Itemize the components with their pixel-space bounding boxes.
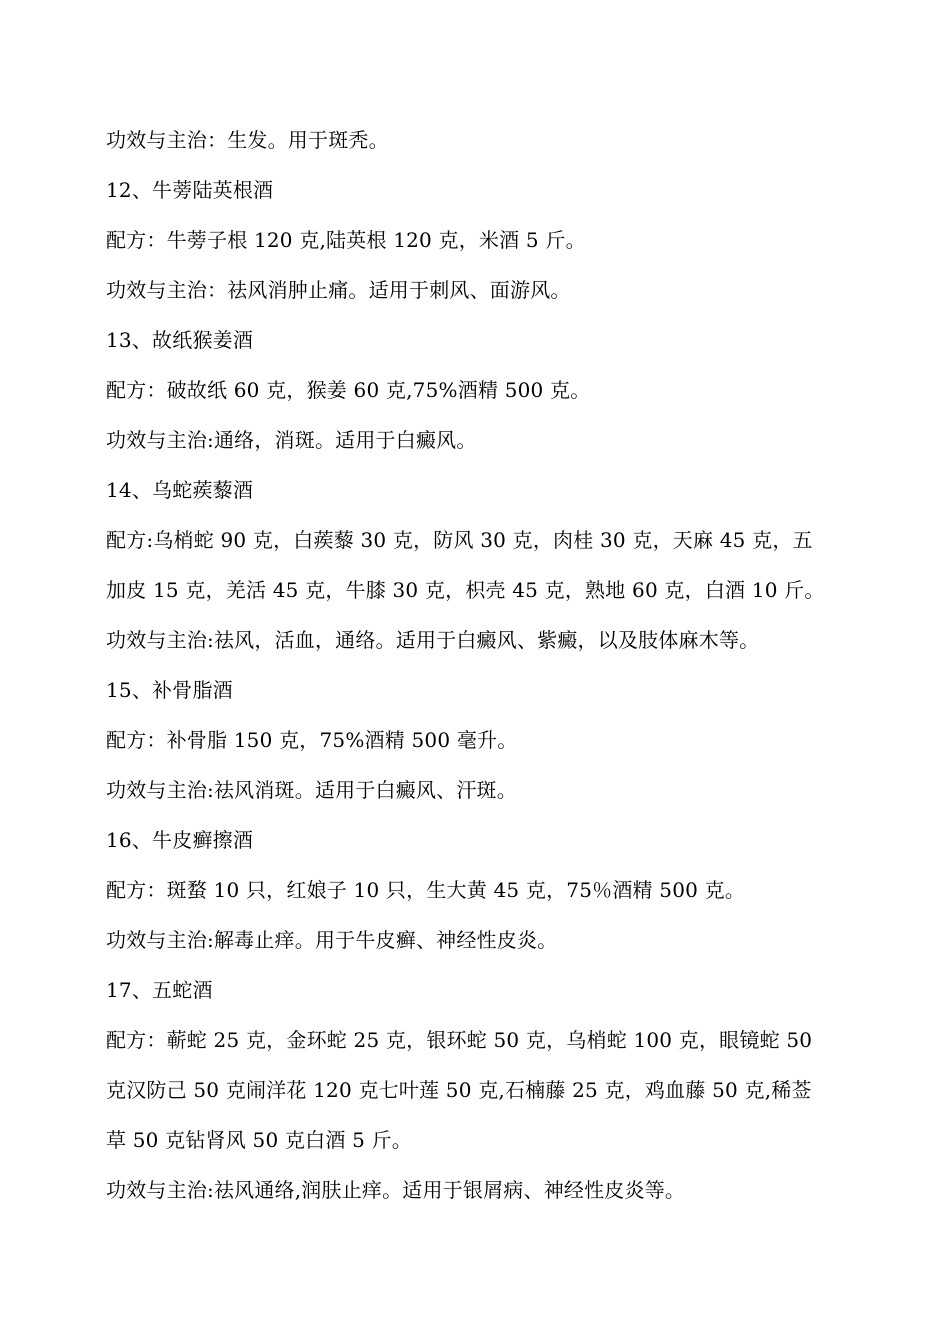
formula-line-14b: 加皮 15 克，羌活 45 克，牛膝 30 克，枳壳 45 克，熟地 60 克，白酒 10 斤。 bbox=[106, 578, 825, 602]
recipe-title-15: 15、补骨脂酒 bbox=[106, 678, 233, 702]
effect-line-12: 功效与主治：祛风消肿止痛。适用于刺风、面游风。 bbox=[106, 278, 571, 302]
formula-line-15: 配方：补骨脂 150 克，75%酒精 500 毫升。 bbox=[106, 728, 518, 752]
formula-line-17b: 克汉防己 50 克闹洋花 120 克七叶莲 50 克,石楠藤 25 克，鸡血藤 50 克,稀莶 bbox=[106, 1078, 812, 1102]
recipe-title-17: 17、五蛇酒 bbox=[106, 978, 213, 1002]
formula-line-14a: 配方:乌梢蛇 90 克，白蒺藜 30 克，防风 30 克，肉桂 30 克，天麻 45 克，五 bbox=[106, 528, 813, 552]
formula-line-17a: 配方：蕲蛇 25 克，金环蛇 25 克，银环蛇 50 克，乌梢蛇 100 克，眼镜蛇 50 bbox=[106, 1028, 813, 1052]
recipe-title-16: 16、牛皮癣擦酒 bbox=[106, 828, 254, 852]
formula-line-16: 配方：斑蝥 10 只，红娘子 10 只，生大黄 45 克，75％酒精 500 克。 bbox=[106, 878, 746, 902]
recipe-title-12: 12、牛蒡陆英根酒 bbox=[106, 178, 274, 202]
effect-line-11: 功效与主治：生发。用于斑秃。 bbox=[106, 128, 389, 152]
effect-line-13: 功效与主治:通络，消斑。适用于白癜风。 bbox=[106, 428, 477, 452]
recipe-title-14: 14、乌蛇蒺藜酒 bbox=[106, 478, 254, 502]
formula-line-17c: 草 50 克钻肾风 50 克白酒 5 斤。 bbox=[106, 1128, 412, 1152]
effect-line-16: 功效与主治:解毒止痒。用于牛皮癣、神经性皮炎。 bbox=[106, 928, 558, 952]
formula-line-13: 配方：破故纸 60 克，猴姜 60 克,75%酒精 500 克。 bbox=[106, 378, 591, 402]
effect-line-15: 功效与主治:祛风消斑。适用于白癜风、汗斑。 bbox=[106, 778, 517, 802]
effect-line-17: 功效与主治:祛风通络,润肤止痒。适用于银屑病、神经性皮炎等。 bbox=[106, 1178, 686, 1202]
recipe-title-13: 13、故纸猴姜酒 bbox=[106, 328, 254, 352]
effect-line-14: 功效与主治:祛风，活血，通络。适用于白癜风、紫癜，以及肢体麻木等。 bbox=[106, 628, 760, 652]
formula-line-12: 配方：牛蒡子根 120 克,陆英根 120 克，米酒 5 斤。 bbox=[106, 228, 586, 252]
